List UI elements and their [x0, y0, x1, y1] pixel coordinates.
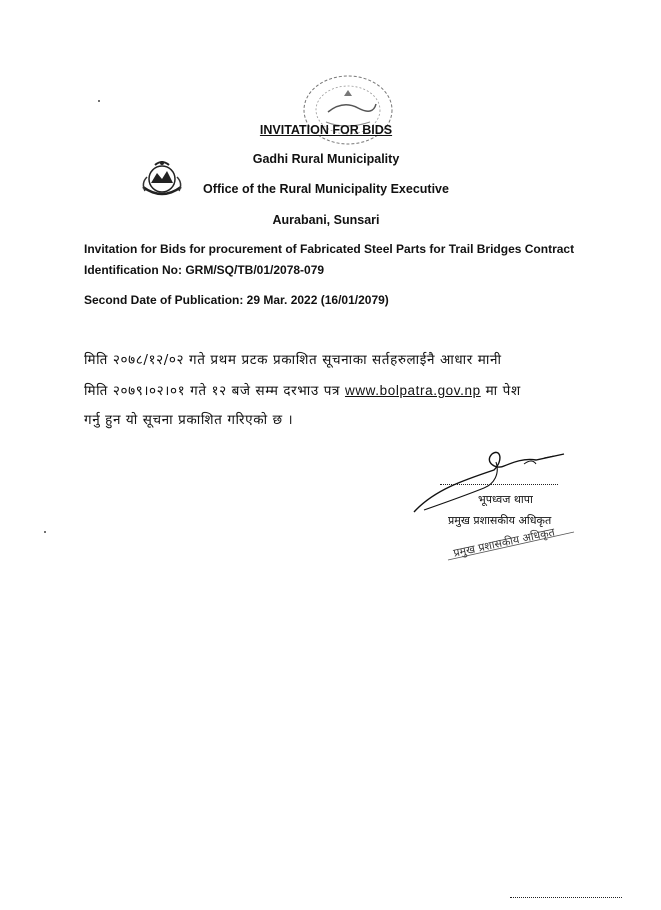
- scan-speck: [44, 531, 46, 533]
- page-title: INVITATION FOR BIDS: [259, 123, 393, 137]
- office-name: Office of the Rural Municipality Executive: [203, 182, 449, 196]
- signatory-title: प्रमुख प्रशासकीय अधिकृत: [448, 514, 552, 527]
- bid-description: Invitation for Bids for procurement of Fabricated Steel Parts for Trail Bridges Contract: [84, 242, 575, 256]
- nepal-emblem-icon: [137, 157, 187, 203]
- signature-line: [440, 484, 558, 485]
- signatory-name: भूपध्वज थापा: [478, 493, 533, 506]
- scan-speck: [98, 100, 100, 102]
- notice-line-2-end: मा पेश: [480, 383, 521, 399]
- bolpatra-link[interactable]: www.bolpatra.gov.np: [344, 383, 481, 398]
- municipality-name: Gadhi Rural Municipality: [252, 152, 400, 166]
- publication-date: Second Date of Publication: 29 Mar. 2022 (16/01/2079): [84, 293, 389, 307]
- footer-dotted-line: [510, 897, 622, 898]
- notice-line-3: गर्नु हुन यो सूचना प्रकाशित गरिएको छ ।: [84, 412, 294, 428]
- bid-identification: Identification No: GRM/SQ/TB/01/2078-079: [84, 263, 325, 277]
- signature-icon: [404, 440, 584, 520]
- notice-line-2-start: मिति २०७९।०२।०१ गते १२ बजे सम्म दरभाउ पत्र: [84, 383, 345, 399]
- notice-line-1: मिति २०७८/१२/०२ गते प्रथम प्रटक प्रकाशित सूचनाका सर्तहरुलाईनै आधार मानी: [84, 352, 502, 368]
- office-location: Aurabani, Sunsari: [272, 213, 380, 227]
- stamp-box-icon: [444, 520, 584, 570]
- office-stamp-icon: [298, 70, 398, 150]
- office-stamp-text: प्रमुख प्रशासकीय अधिकृत: [452, 525, 556, 560]
- notice-line-2: [84, 381, 521, 399]
